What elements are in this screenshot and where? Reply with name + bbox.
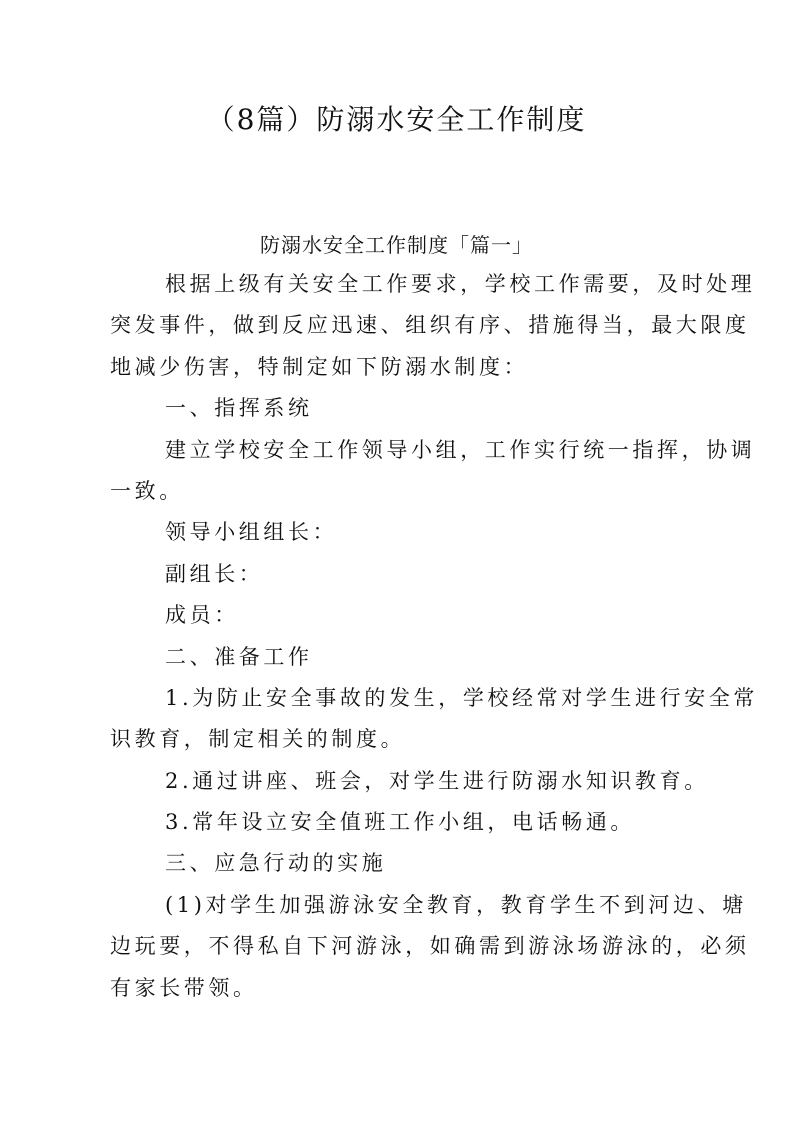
paragraph: [110, 599, 676, 640]
paragraph: [110, 682, 759, 765]
paragraph: [110, 268, 756, 392]
section-heading: 防溺水安全工作制度「篇一」: [260, 233, 533, 257]
text-line: 识教育，制定相关的制度。: [110, 727, 406, 752]
text-line: 三、应急行动的实施: [165, 851, 387, 876]
document-title: （8篇）防溺水安全工作制度: [206, 103, 587, 136]
paragraph: [110, 516, 676, 557]
text-line: 成员：: [165, 603, 239, 628]
paragraph: [110, 392, 676, 433]
text-line: 1.为防止安全事故的发生，学校经常对学生进行安全常: [165, 685, 759, 710]
text-line: 地减少伤害，特制定如下防溺水制度：: [110, 354, 529, 379]
text-line: 3.常年设立安全值班工作小组，电话畅通。: [165, 810, 636, 835]
text-line: 根据上级有关安全工作要求，学校工作需要，及时处理: [165, 272, 756, 296]
text-line: 有家长带领。: [110, 975, 258, 1000]
text-line: 突发事件，做到反应迅速、组织有序、措施得当，最大限度: [110, 313, 750, 338]
text-line: 边玩要，不得私自下河游泳，如确需到游泳场游泳的，必须: [110, 934, 750, 959]
text-line: 2.通过讲座、班会，对学生进行防溺水知识教育。: [165, 768, 709, 793]
document-body: [110, 268, 759, 1013]
paragraph: [110, 765, 709, 806]
text-line: 副组长：: [165, 561, 264, 586]
text-line: 建立学校安全工作领导小组，工作实行统一指挥，协调: [165, 437, 756, 462]
paragraph: [110, 558, 676, 599]
text-line: 二、准备工作: [165, 644, 313, 669]
text-line: 一致。: [110, 478, 184, 503]
paragraph: [110, 806, 676, 847]
paragraph: [110, 889, 750, 1013]
paragraph: [110, 434, 756, 517]
text-line: (1)对学生加强游泳安全教育，教育学生不到河边、塘: [165, 892, 747, 917]
text-line: 一、指挥系统: [165, 396, 313, 421]
paragraph: [110, 641, 676, 682]
text-line: 领导小组组长：: [165, 520, 338, 545]
paragraph: [110, 847, 676, 888]
